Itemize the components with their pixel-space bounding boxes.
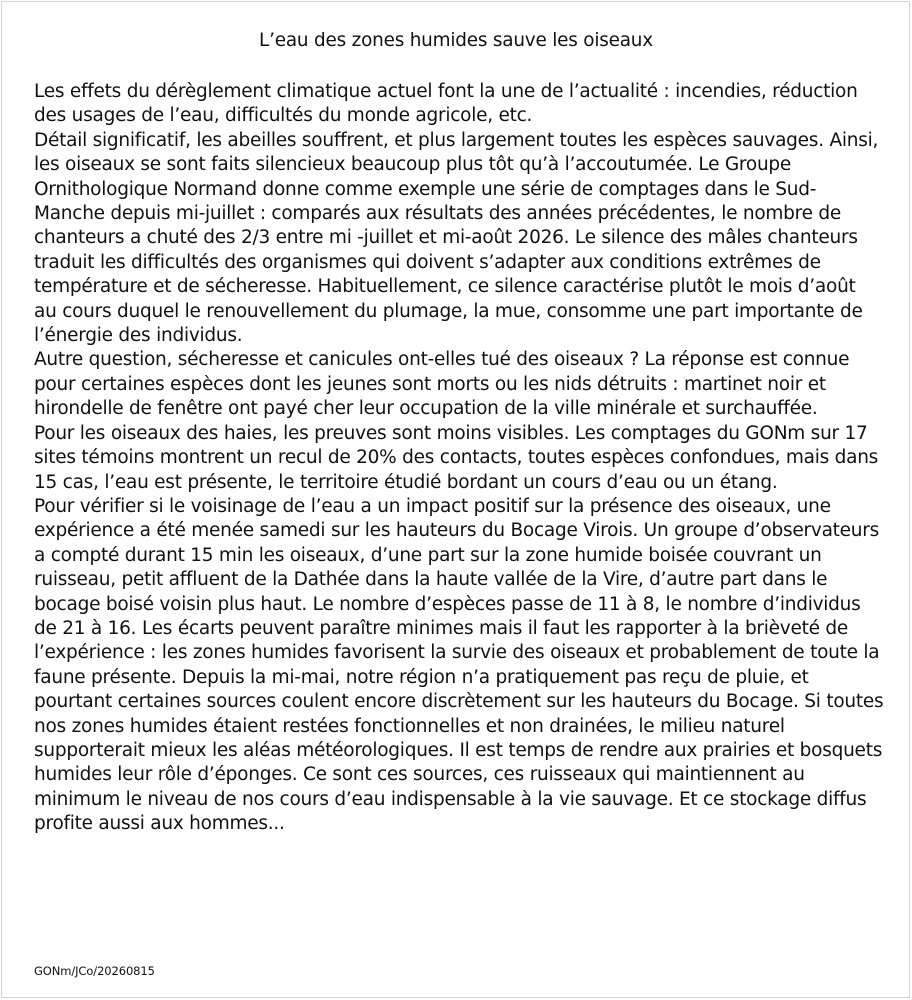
article-line: l’expérience : les zones humides favorisent la survie des oiseaux et probablement de toute la bbox=[34, 642, 880, 664]
article-line: ruisseau, petit affluent de la Dathée dans la haute vallée de la Vire, d’autre part dans le bbox=[34, 569, 828, 591]
article-line: l’énergie des individus. bbox=[34, 325, 243, 347]
article-line: Autre question, sécheresse et canicules ont-elles tué des oiseaux ? La réponse est connue bbox=[34, 349, 850, 371]
article-line: température et de sécheresse. Habituellement, ce silence caractérise plutôt le mois d’août bbox=[34, 276, 856, 298]
article-line: Les effets du dérèglement climatique actuel font la une de l’actualité : incendies, réduction bbox=[34, 81, 858, 102]
article-line: profite aussi aux hommes... bbox=[34, 813, 285, 835]
article-line: faune présente. Depuis la mi-mai, notre région n’a pratiquement pas reçu de pluie, et bbox=[34, 666, 809, 688]
article-line: pourtant certaines sources coulent encore discrètement sur les hauteurs du Bocage. Si toutes bbox=[34, 691, 884, 713]
article-line: chanteurs a chuté des 2/3 entre mi -juillet et mi-août 2026. Le silence des mâles chanteurs bbox=[34, 227, 858, 249]
article-line: hirondelle de fenêtre ont payé cher leur occupation de la ville minérale et surchauffée. bbox=[34, 398, 818, 420]
article-line: supporterait mieux les aléas météorologiques. Il est temps de rendre aux prairies et bosquets bbox=[34, 739, 883, 761]
article-line: Détail significatif, les abeilles souffrent, et plus largement toutes les espèces sauvages. Ainsi, bbox=[34, 129, 879, 151]
article-line: Pour les oiseaux des haies, les preuves sont moins visibles. Les comptages du GONm sur 17 bbox=[34, 422, 868, 444]
article-line: Pour vérifier si le voisinage de l’eau a un impact positif sur la présence des oiseaux, une bbox=[34, 495, 831, 517]
article-line: a compté durant 15 min les oiseaux, d’une part sur la zone humide boisée couvrant un bbox=[34, 544, 822, 566]
article-line: les oiseaux se sont faits silencieux beaucoup plus tôt qu’à l’accoutumée. Le Groupe bbox=[34, 154, 792, 176]
article-line: de 21 à 16. Les écarts peuvent paraître minimes mais il faut les rapporter à la brièveté de bbox=[34, 617, 849, 639]
article-line: humides leur rôle d’éponges. Ce sont ces sources, ces ruisseaux qui maintiennent au bbox=[34, 764, 805, 786]
article-line: traduit les difficultés des organismes qui doivent s’adapter aux conditions extrêmes de bbox=[34, 251, 821, 273]
article-line: minimum le niveau de nos cours d’eau indispensable à la vie sauvage. Et ce stockage diffus bbox=[34, 788, 867, 810]
article-line: 15 cas, l’eau est présente, le territoire étudié bordant un cours d’eau ou un étang. bbox=[34, 471, 778, 493]
article-title: L’eau des zones humides sauve les oiseaux bbox=[259, 30, 653, 51]
article-line: nos zones humides étaient restées fonctionnelles et non drainées, le milieu naturel bbox=[34, 715, 785, 737]
document-reference: GONm/JCo/20260815 bbox=[34, 964, 155, 978]
article-body bbox=[34, 80, 894, 837]
article-line: des usages de l’eau, difficultés du monde agricole, etc. bbox=[34, 105, 533, 127]
article-line: au cours duquel le renouvellement du plumage, la mue, consomme une part importante de bbox=[34, 300, 863, 322]
article-line: Manche depuis mi-juillet : comparés aux résultats des années précédentes, le nombre de bbox=[34, 203, 841, 225]
article-line: sites témoins montrent un recul de 20% des contacts, toutes espèces confondues, mais dans bbox=[34, 447, 879, 469]
article-line: Ornithologique Normand donne comme exemple une série de comptages dans le Sud- bbox=[34, 178, 817, 200]
article-line: expérience a été menée samedi sur les hauteurs du Bocage Virois. Un groupe d’observateurs bbox=[34, 520, 880, 542]
article-line: pour certaines espèces dont les jeunes sont morts ou les nids détruits : martinet noir et bbox=[34, 373, 826, 395]
article-line: bocage boisé voisin plus haut. Le nombre d’espèces passe de 11 à 8, le nombre d’individus bbox=[34, 593, 861, 615]
